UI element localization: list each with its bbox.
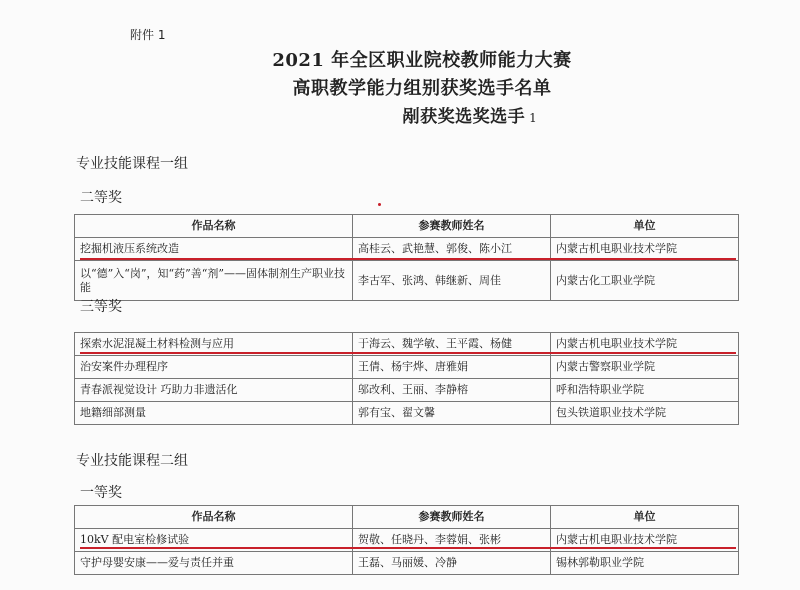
highlight-underline	[80, 258, 736, 260]
table-row	[75, 552, 739, 575]
cell-unit: 包头铁道职业技术学院	[551, 402, 739, 425]
header-work-name: 作品名称	[75, 506, 353, 529]
highlight-underline	[80, 547, 736, 549]
cell-teachers: 郭有宝、翟文馨	[353, 402, 551, 425]
group2-prize1-table	[74, 505, 739, 575]
red-mark	[378, 203, 381, 206]
table-row	[75, 356, 739, 379]
cell-work-name: 以“德”入“岗”，知“药”善“剂”——固体制剂生产职业技能	[75, 261, 353, 301]
cell-work-name: 青春派视觉设计 巧助力非遗活化	[75, 379, 353, 402]
cell-unit: 内蒙古化工职业学院	[551, 261, 739, 301]
cell-unit: 内蒙古机电职业技术学院	[551, 333, 739, 356]
cell-teachers: 王磊、马丽媛、冷静	[353, 552, 551, 575]
attachment-label: 附件 1	[130, 28, 166, 42]
cell-work-name: 地籍细部测量	[75, 402, 353, 425]
document-title-line2: 高职教学能力组别获奖选手名单	[292, 78, 552, 99]
cell-unit: 内蒙古机电职业技术学院	[551, 238, 739, 261]
cell-teachers: 邬改利、王丽、李静榕	[353, 379, 551, 402]
cell-teachers: 王倩、杨宇烨、唐雅娟	[353, 356, 551, 379]
cell-unit: 锡林郭勒职业学院	[551, 552, 739, 575]
header-unit: 单位	[551, 215, 739, 238]
cell-teachers: 贺敬、任晓丹、李蓉娟、张彬	[353, 529, 551, 552]
cell-work-name: 探索水泥混凝土材料检测与应用	[75, 333, 353, 356]
cell-work-name: 守护母婴安康——爱与责任并重	[75, 552, 353, 575]
header-work-name: 作品名称	[75, 215, 353, 238]
table-row	[75, 379, 739, 402]
cell-unit: 内蒙古警察职业学院	[551, 356, 739, 379]
cell-teachers: 李古军、张鸿、韩继新、周佳	[353, 261, 551, 301]
cell-unit: 内蒙古机电职业技术学院	[551, 529, 739, 552]
cell-work-name: 挖掘机液压系统改造	[75, 238, 353, 261]
cell-unit: 呼和浩特职业学院	[551, 379, 739, 402]
group1-prize3-table	[74, 332, 739, 425]
group1-prize2-label: 二等奖	[80, 190, 122, 206]
cell-teachers: 高桂云、武艳慧、郭俊、陈小江	[353, 238, 551, 261]
group2-prize1-label: 一等奖	[80, 485, 122, 501]
header-unit: 单位	[551, 506, 739, 529]
group2-heading: 专业技能课程二组	[76, 453, 188, 469]
title-line3-text: 剐获奖选奖选手	[402, 107, 526, 127]
table-row	[75, 261, 739, 301]
table-header-row	[75, 506, 739, 529]
title-line3-sup: 1	[529, 111, 538, 125]
group1-heading: 专业技能课程一组	[76, 156, 188, 172]
table-row	[75, 402, 739, 425]
document-title-line3	[70, 102, 800, 127]
document-title-line1: 2021 年全区职业院校教师能力大赛	[272, 50, 572, 71]
cell-teachers: 于海云、魏学敏、王平霞、杨健	[353, 333, 551, 356]
cell-work-name: 10kV 配电室检修试验	[75, 529, 353, 552]
cell-work-name: 治安案件办理程序	[75, 356, 353, 379]
group1-prize3-label: 三等奖	[80, 299, 122, 315]
table-header-row	[75, 215, 739, 238]
highlight-underline	[80, 352, 736, 354]
header-teachers: 参赛教师姓名	[353, 215, 551, 238]
header-teachers: 参赛教师姓名	[353, 506, 551, 529]
